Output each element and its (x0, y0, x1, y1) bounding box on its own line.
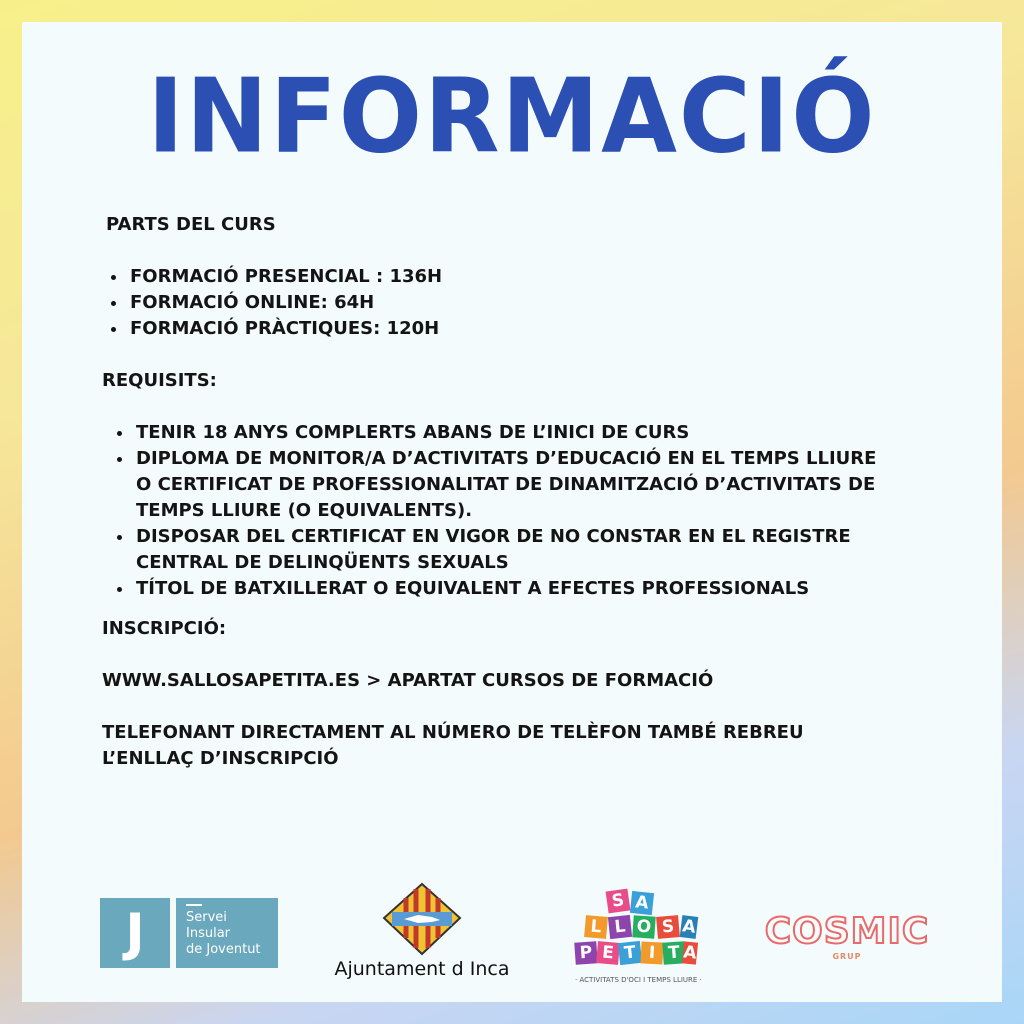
requisits-heading: REQUISITS: (102, 370, 217, 391)
content (102, 212, 922, 772)
juventut-logo (100, 898, 280, 968)
list-item: • FORMACIÓ PRÀCTIQUES: 120H (128, 316, 922, 342)
list-item: • TENIR 18 ANYS COMPLERTS ABANS DE L’INICI DE CURS (134, 420, 922, 446)
list-item: • TÍTOL DE BATXILLERAT O EQUIVALENT A EFECTES PROFESSIONALS (134, 576, 922, 602)
inscripcio-heading: INSCRIPCIÓ: (102, 618, 227, 639)
parts-list (102, 264, 922, 342)
cosmic-word: COSMIC (764, 911, 930, 952)
cosmic-logo (762, 912, 932, 972)
cosmic-sub: GRUP (832, 952, 862, 961)
inca-logo (322, 882, 522, 992)
sa-llosa-petita-logo: S A L L O S A P E T I T A · ACTIVITATS D'OCI I TEMPS LLIURE · (575, 890, 702, 984)
page-title: INFORMACIÓ (147, 57, 877, 177)
requisits-list (102, 420, 922, 602)
inca-name: Ajuntament d Inca (334, 958, 510, 980)
list-item: • DIPLOMA DE MONITOR/A D’ACTIVITATS D’EDUCACIÓ EN EL TEMPS LLIURE O CERTIFICAT DE PROFESSIONALITAT DE DINAMITZACIÓ D’ACTIVITATS DE TEMPS LLIURE (O EQUIVALENTS). (134, 446, 922, 524)
parts-heading: PARTS DEL CURS (106, 214, 276, 235)
inscripcio-phone: TELEFONANT DIRECTAMENT AL NÚMERO DE TELÈFON TAMBÉ REBREU L’ENLLAÇ D’INSCRIPCIÓ (102, 722, 804, 769)
list-item: • DISPOSAR DEL CERTIFICAT EN VIGOR DE NO CONSTAR EN EL REGISTRE CENTRAL DE DELINQÜENTS SEXUALS (134, 524, 922, 576)
llosa-subtitle: · ACTIVITATS D'OCI I TEMPS LLIURE · (575, 976, 702, 984)
inca-shield-icon (382, 882, 462, 956)
list-item: • FORMACIÓ ONLINE: 64H (128, 290, 922, 316)
juventut-text: Servei Insular de Joventut (176, 898, 278, 968)
list-item: • FORMACIÓ PRESENCIAL : 136H (128, 264, 922, 290)
juventut-letter: J (100, 898, 170, 968)
sponsor-logos (22, 882, 1002, 992)
info-panel (22, 22, 1002, 1002)
inscripcio-web: WWW.SALLOSAPETITA.ES > APARTAT CURSOS DE FORMACIÓ (102, 670, 714, 691)
